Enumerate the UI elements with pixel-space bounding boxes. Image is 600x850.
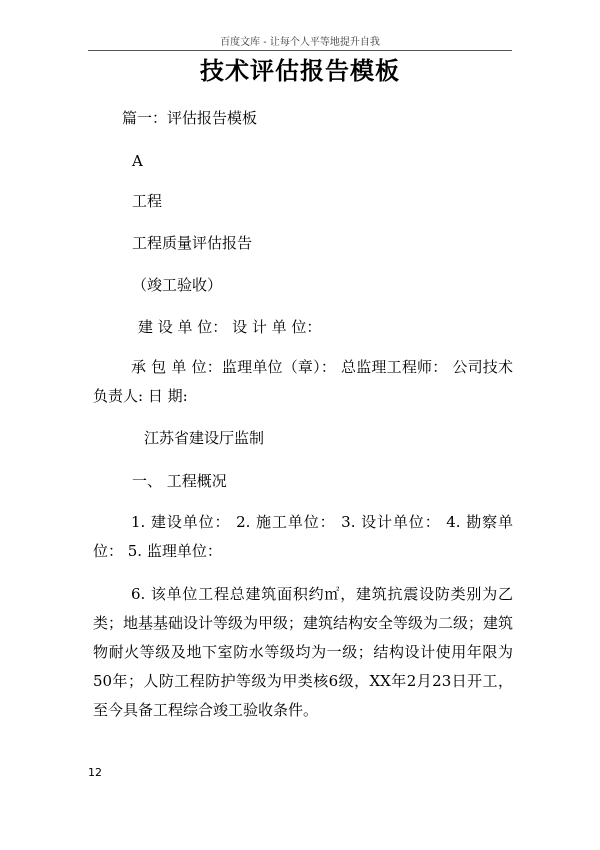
report-name-line: 工程质量评估报告 xyxy=(132,234,253,252)
units-list-paragraph: 1. 建设单位： 2. 施工单位： 3. 设计单位： 4. 勘察单位： 5. 监理单位： xyxy=(93,513,513,560)
project-line: 工程 xyxy=(132,192,163,210)
build-design-units-line: 建 设 单 位： 设 计 单 位： xyxy=(138,318,322,336)
item-6-paragraph: 6. 该单位工程总建筑面积约㎡，建筑抗震设防类别为乙类；地基基础设计等级为甲级；建筑结构安全等级为二级；建筑物耐火等级及地下室防水等级均为一级；结构设计使用年限为50年；人防工程防护等级为甲类核6级，XX年2月23日开工，至今具备工程综合竣工验收条件。 xyxy=(93,585,514,719)
header-divider xyxy=(88,50,512,51)
document-title: 技术评估报告模板 xyxy=(200,56,400,85)
page-number: 12 xyxy=(88,766,102,779)
letter-a-line: A xyxy=(132,152,143,170)
overview-heading: 一、 工程概况 xyxy=(132,472,227,490)
contractor-block: 承 包 单 位：监理单位（章）： 总监理工程师： 公司技术负责人: 日 期: xyxy=(93,358,513,405)
page-header-text: 百度文库 - 让每个人平等地提升自我 xyxy=(220,37,380,48)
section-title: 篇一：评估报告模板 xyxy=(122,109,258,127)
supervision-line: 江苏省建设厅监制 xyxy=(144,429,265,447)
acceptance-line: （竣工验收） xyxy=(132,276,223,294)
